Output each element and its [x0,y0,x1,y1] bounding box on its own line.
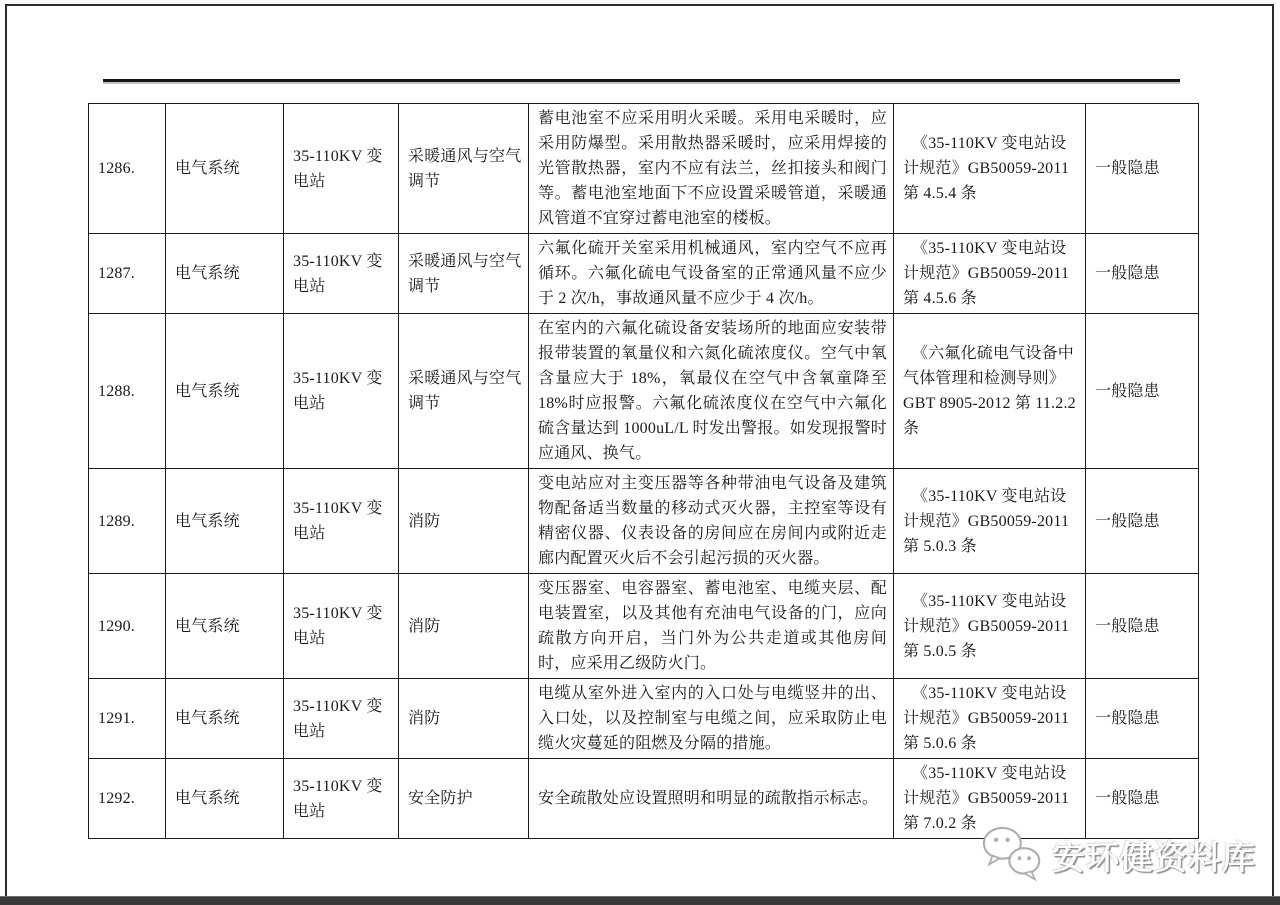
row-number-cell: 1292. [89,759,166,839]
facility-cell: 35-110KV 变电站 [284,104,399,234]
hazard-level-cell: 一般隐患 [1086,234,1199,314]
table-row [89,679,1199,759]
category-cell: 采暖通风与空气调节 [399,104,529,234]
hazard-level-cell: 一般隐患 [1086,759,1199,839]
category-cell: 消防 [399,679,529,759]
reference-cell: 《35-110KV 变电站设计规范》GB50059-2011 第 4.5.4 条 [894,104,1086,234]
facility-cell: 35-110KV 变电站 [284,679,399,759]
hazard-level-cell: 一般隐患 [1086,679,1199,759]
hazard-level-cell: 一般隐患 [1086,314,1199,469]
row-number-cell: 1289. [89,469,166,574]
watermark [980,820,1256,890]
category-cell: 安全防护 [399,759,529,839]
category-cell: 消防 [399,574,529,679]
row-number-cell: 1288. [89,314,166,469]
wechat-icon [980,824,1044,887]
description-cell: 变电站应对主变压器等各种带油电气设备及建筑物配备适当数量的移动式灭火器，主控室等设有精密仪器、仪表设备的房间应在房间内或附近走廊内配置灭火后不会引起污损的灭火器。 [529,469,894,574]
system-cell: 电气系统 [166,314,284,469]
system-cell: 电气系统 [166,759,284,839]
description-cell: 变压器室、电容器室、蓄电池室、电缆夹层、配电装置室，以及其他有充油电气设备的门，应向疏散方向开启，当门外为公共走道或其他房间时，应采用乙级防火门。 [529,574,894,679]
description-cell: 六氟化硫开关室采用机械通风，室内空气不应再循环。六氟化硫电气设备室的正常通风量不应少于 2 次/h，事故通风量不应少于 4 次/h。 [529,234,894,314]
hazard-level-cell: 一般隐患 [1086,469,1199,574]
table-row [89,469,1199,574]
header-rule [103,79,1180,82]
facility-cell: 35-110KV 变电站 [284,314,399,469]
row-number-cell: 1286. [89,104,166,234]
reference-cell: 《35-110KV 变电站设计规范》GB50059-2011 第 7.0.2 条 [894,759,1086,839]
facility-cell: 35-110KV 变电站 [284,759,399,839]
system-cell: 电气系统 [166,679,284,759]
hazard-level-cell: 一般隐患 [1086,104,1199,234]
row-number-cell: 1290. [89,574,166,679]
bottom-edge-bar [0,896,1280,905]
system-cell: 电气系统 [166,104,284,234]
hazard-level-cell: 一般隐患 [1086,574,1199,679]
description-cell: 在室内的六氟化硫设备安装场所的地面应安装带报带装置的氧量仪和六氮化硫浓度仪。空气中氧含量应大于 18%，氧最仪在空气中含氧童降至 18%时应报警。六氟化硫浓度仪在空气中六氟化硫含量达到 1000uL/L 时发出警报。如发现报警时应通风、换气。 [529,314,894,469]
row-number-cell: 1287. [89,234,166,314]
facility-cell: 35-110KV 变电站 [284,469,399,574]
table-row [89,104,1199,234]
facility-cell: 35-110KV 变电站 [284,574,399,679]
system-cell: 电气系统 [166,234,284,314]
table-row [89,314,1199,469]
watermark-text: 安环健资料库 [1052,840,1256,877]
reference-cell: 《35-110KV 变电站设计规范》GB50059-2011 第 5.0.6 条 [894,679,1086,759]
description-cell: 蓄电池室不应采用明火采暖。采用电采暖时，应采用防爆型。采用散热器采暖时，应采用焊接的光管散热器，室内不应有法兰，丝扣接头和阀门等。蓄电池室地面下不应设置采暖管道，采暖通风管道不宜穿过蓄电池室的楼板。 [529,104,894,234]
category-cell: 消防 [399,469,529,574]
reference-cell: 《35-110KV 变电站设计规范》GB50059-2011 第 4.5.6 条 [894,234,1086,314]
description-cell: 电缆从室外进入室内的入口处与电缆竖井的出、入口处，以及控制室与电缆之间，应采取防止电缆火灾蔓延的阻燃及分隔的措施。 [529,679,894,759]
system-cell: 电气系统 [166,469,284,574]
table-row [89,234,1199,314]
audit-table [88,103,1199,839]
facility-cell: 35-110KV 变电站 [284,234,399,314]
row-number-cell: 1291. [89,679,166,759]
table-row [89,574,1199,679]
reference-cell: 《35-110KV 变电站设计规范》GB50059-2011 第 5.0.5 条 [894,574,1086,679]
reference-cell: 《35-110KV 变电站设计规范》GB50059-2011 第 5.0.3 条 [894,469,1086,574]
reference-cell: 《六氟化硫电气设备中气体管理和检测导则》GBT 8905-2012 第 11.2.2 条 [894,314,1086,469]
description-cell: 安全疏散处应设置照明和明显的疏散指示标志。 [529,759,894,839]
system-cell: 电气系统 [166,574,284,679]
category-cell: 采暖通风与空气调节 [399,314,529,469]
category-cell: 采暖通风与空气调节 [399,234,529,314]
